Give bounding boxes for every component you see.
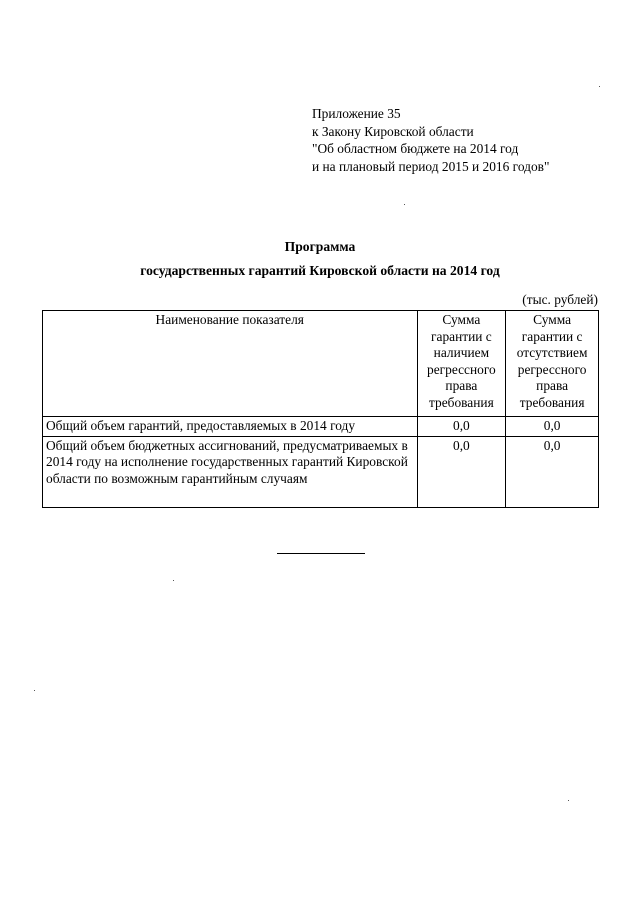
row-without-recourse: 0,0 — [506, 416, 599, 436]
row-name: Общий объем гарантий, предоставляемых в 2014 году — [43, 416, 418, 436]
document-subtitle: государственных гарантий Кировской области на 2014 год — [140, 263, 500, 278]
appendix-law-title: "Об областном бюджете на 2014 год — [312, 141, 519, 157]
header-with-recourse: Сумма гарантии с наличием регрессного права требования — [417, 311, 506, 417]
scan-speck — [34, 690, 35, 691]
appendix-law-reference: к Закону Кировской области — [312, 123, 474, 139]
scan-speck — [568, 800, 569, 801]
scan-speck — [173, 580, 174, 581]
units-label: (тыс. рублей) — [522, 292, 598, 307]
table-header-row — [43, 311, 599, 417]
table-row — [43, 436, 599, 507]
row-without-recourse: 0,0 — [506, 436, 599, 507]
header-without-recourse: Сумма гарантии с отсутствием регрессного права требования — [506, 311, 599, 417]
scan-speck — [404, 204, 405, 205]
appendix-number: Приложение 35 — [312, 106, 401, 121]
end-divider — [277, 553, 365, 554]
header-name: Наименование показателя — [43, 311, 418, 417]
document-title: Программа — [284, 239, 356, 254]
row-name: Общий объем бюджетных ассигнований, предусматриваемых в 2014 году на исполнение государственных гарантий Кировской области по возможным гарантийным случаям — [43, 436, 418, 507]
appendix-reference — [312, 105, 612, 175]
guarantees-table — [42, 310, 599, 508]
row-with-recourse: 0,0 — [417, 436, 506, 507]
row-with-recourse: 0,0 — [417, 416, 506, 436]
appendix-law-title-cont: и на плановый период 2015 и 2016 годов" — [312, 158, 550, 174]
scan-speck — [599, 86, 600, 87]
table-row — [43, 416, 599, 436]
